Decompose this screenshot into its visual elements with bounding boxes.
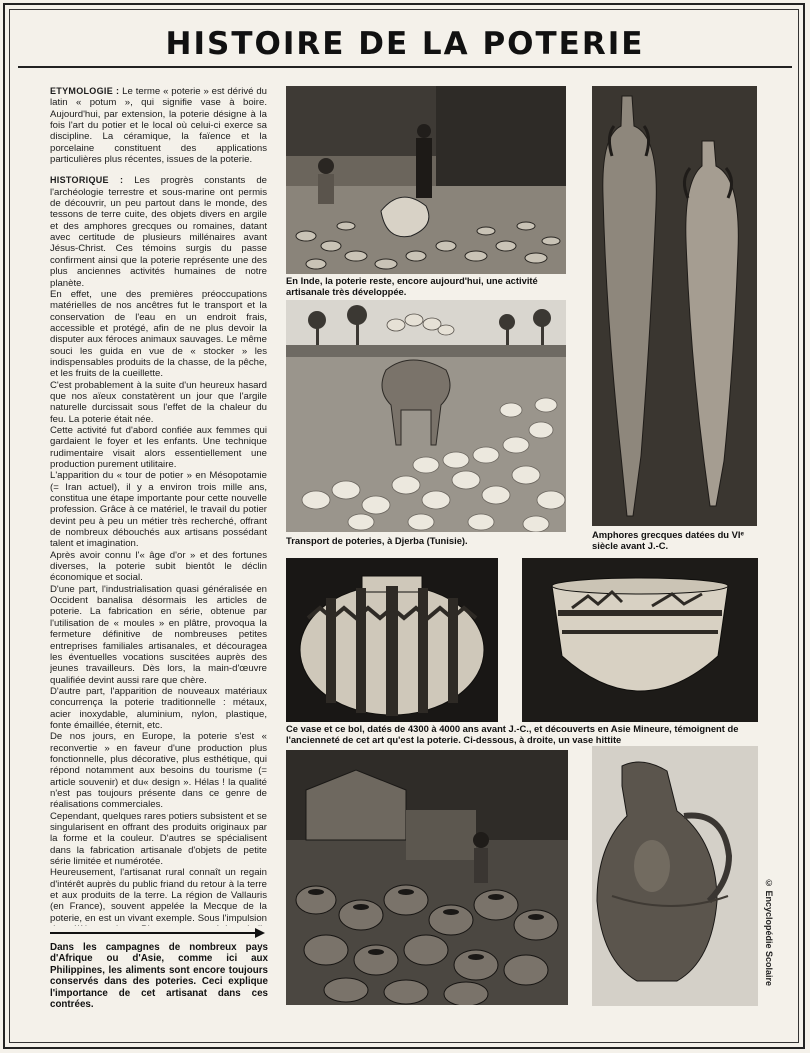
amphorae-caption: Amphores grecques datées du VIᵉ siècle avant J.-C. <box>592 530 745 551</box>
history-paragraph-9: Cependant, quelques rares potiers subsistent et se singularisent en offrant des produits originaux par la forme et la couleur. D'autres se spécialisent dans la fabrication artisanale d'objets de petite série limitée et numérotée. <box>50 810 267 868</box>
history-paragraph-0 <box>50 175 267 288</box>
djerba-caption: Transport de poteries, à Djerba (Tunisie). <box>286 536 468 546</box>
painted-vase-photo <box>286 558 498 722</box>
history-label: HISTORIQUE : <box>50 175 124 186</box>
history-paragraph-2: C'est probablement à la suite d'un heureux hasard que nos aïeux constatèrent un jour que l'argile naturelle durcissait sous l'effet de la chaleur du feu. La poterie était née. <box>50 379 267 425</box>
page-title: HISTOIRE DE LA POTERIE <box>165 26 645 62</box>
history-paragraph-5: Après avoir connu l'« âge d'or » et des fortunes diverses, la poterie subit bientôt le déclin économique et social. <box>50 549 267 584</box>
history-text-0: Les progrès constants de l'archéologie terrestre et sous-marine ont permis de découvrir, un peu partout dans le monde, des tessons de terre cuite, des objets divers en argile et des amphores grecques ou romaines, datant avec certitude de plusieurs millénaires avant Jésus-Christ. Ces témoins surgis du passe confirment ainsi que la poterie représente une des plus anciennes activités humaines de notre planète. <box>50 175 267 289</box>
history-paragraph-6: D'une part, l'industrialisation quasi généralisée en Occident banalisa désormais les articles de poterie. La fabrication en série, obtenue par l'utilisation de « moules » en plâtre, provoqua la fermeture définitive de nombreuses petites entreprises familiales artisanales, et découragea les éventuelles vocations suscitées auprès des jeunes travailleurs. Dès lors, la main-d'œuvre qualifiée devint aussi rare que chère. <box>50 583 267 686</box>
history-paragraph-3: Cette activité fut d'abord confiée aux femmes qui gardaient le foyer et les enfants. Une technique rudimentaire visait alors essentiellement une production purement utilitaire. <box>50 424 267 470</box>
painted-bowl-photo <box>522 558 758 722</box>
etymology-text: Le terme « poterie » est dérivé du latin « potum », qui signifie vase à boire. Aujourd'hui, par extension, la poterie désigne à la fois l'art du potier et le local où celui-ci exerce sa discipline. La céramique, la faïence et la porcelaine constituent des applications particulières plus récentes, issues de la poterie. <box>50 86 267 166</box>
history-paragraph-4: L'apparition du « tour de potier » en Mésopotamie (= Iran actuel), il y a environ trois mille ans, constitua une étape importante pour cette nouvelle profession. Grâce à ce matériel, le travail du potier devint peu à peu un métier très recherché, offrant de nombreux débouchés aux artisans possédant talent et imagination. <box>50 470 267 550</box>
greek-amphorae-photo <box>592 86 757 526</box>
arrow-right-icon <box>50 928 265 938</box>
history-paragraph-8: De nos jours, en Europe, la poterie s'est « reconvertie » en faveur d'une production plus fonctionnelle, plus décorative, plus esthétique, qui répond notamment aux besoins du tourisme (= article souvenir) et du« design ». Hélas ! la qualité n'est pas toujours présente dans ce genre de réalisations commerciales. <box>50 731 267 811</box>
etymology-paragraph <box>50 86 267 165</box>
djerba-camel-photo <box>286 300 566 532</box>
article-text <box>50 86 267 926</box>
copyright-notice: © Encyclopédie Scolaire <box>764 878 774 987</box>
philippines-pots-photo <box>286 750 568 1005</box>
vase-bowl-caption: Ce vase et ce bol, datés de 4300 à 4000 ans avant J.-C., et découverts en Asie Mineure, témoignent de l'ancienneté de cet art qu'est la poterie. Ci-dessous, à droite, un vase hittite <box>286 724 739 745</box>
hittite-jug-photo <box>592 746 758 1006</box>
india-potter-photo <box>286 86 566 274</box>
etymology-label: ETYMOLOGIE : <box>50 86 120 96</box>
india-caption: En Inde, la poterie reste, encore aujourd'hui, une activité artisanale très développée. <box>286 276 538 297</box>
philippines-callout: Dans les campagnes de nombreux pays d'Afrique ou d'Asie, comme ici aux Philippines, les aliments sont encore toujours conservés dans des poteries. Ceci explique l'importance de cet artisanat dans ces contrées. <box>50 942 268 1011</box>
history-paragraph-1: En effet, une des premières préoccupations matérielles de nos ancêtres fut le transport et la conservation de l'eau en un endroit frais, accessible et protégé, afin de ne plus devoir la disputer aux féroces animaux sauvages. Le même souci les guida en vue de « stocker » les indispensables produits de la chasse, de la pêche, et les fruits de la cueillette. <box>50 288 267 380</box>
history-paragraph-10: Heureusement, l'artisanat rural connaît un regain d'intérêt auprès du public friand du retour à la terre et aux produits de la terre. La région de Vallauris (en France), souvent appelée la Mecque de la poterie, en est un vivant exemple. Sous l'impulsion <box>50 867 267 924</box>
title-rule <box>18 66 792 68</box>
history-paragraph-7: D'autre part, l'apparition de nouveaux matériaux concurrença la poterie traditionnelle : métaux, acier inoxydable, aluminium, nylon, plastique, fonte émaillée, éternit, etc. <box>50 685 267 731</box>
